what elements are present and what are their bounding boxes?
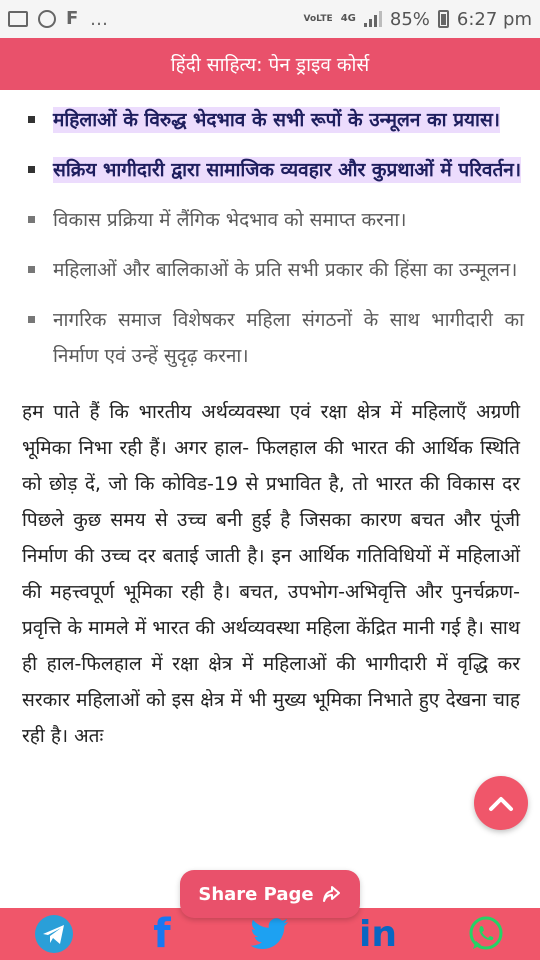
volte-indicator: VoLTE: [303, 13, 333, 24]
facebook-share-button[interactable]: [137, 912, 187, 956]
whatsapp-notification-icon: [38, 10, 56, 28]
list-item-text: विकास प्रक्रिया में लैंगिक भेदभाव को समाप्त करना।: [53, 209, 407, 231]
network-type: 4G: [340, 13, 356, 24]
status-bar: [0, 0, 540, 38]
flipboard-notification-icon: F: [66, 8, 79, 29]
bullet-icon: [28, 216, 35, 223]
system-status: [304, 9, 533, 30]
battery-percent: 85%: [389, 8, 430, 30]
list-item-text: महिलाओं और बालिकाओं के प्रति सभी प्रकार की हिंसा का उन्मूलन।: [53, 259, 518, 281]
bullet-icon: [28, 116, 35, 123]
list-item-text: नागरिक समाज विशेषकर महिला संगठनों के साथ भागीदारी का निर्माण एवं उन्हें सुदृढ़ करना।: [53, 309, 524, 367]
chevron-up-icon: [488, 794, 514, 812]
telegram-icon: [34, 914, 74, 954]
bullet-icon: [28, 266, 35, 273]
share-icon: [322, 884, 342, 904]
page-title: हिंदी साहित्य: पेन ड्राइव कोर्स: [170, 54, 370, 76]
linkedin-share-button[interactable]: [353, 912, 403, 956]
signal-icon: [364, 11, 382, 27]
objectives-list: [0, 90, 540, 374]
twitter-share-button[interactable]: [245, 912, 295, 956]
bullet-icon: [28, 166, 35, 173]
battery-icon: [438, 10, 449, 28]
article-paragraph: हम पाते हैं कि भारतीय अर्थव्यवस्था एवं रक्षा क्षेत्र में महिलाएँ अग्रणी भूमिका निभा रही हैं। अगर हाल- फिलहाल की भारत की आर्थिक स्थिति को छोड़ दें, जो कि कोविड-19 से प्रभावित है, तो भारत की विकास दर पिछले कुछ समय से उच्च बनी हुई है जिसका कारण बचत और पूंजी निर्माण की उच्च दर बताई जाती है। इन आर्थिक गतिविधियों में महिलाओं की महत्त्वपूर्ण भूमिका रही है। बचत, उपभोग-अभिवृत्ति और पुनर्चक्रण-प्रवृत्ति के मामले में भारत की अर्थव्यवस्था महिला केंद्रित मानी गई है। साथ ही हाल-फिलहाल में रक्षा क्षेत्र में महिलाओं की भागीदारी में वृद्धि कर सरकार महिलाओं को इस क्षेत्र में भी मुख्य भूमिका निभाते हुए देखना चाह रही है। अतः: [22, 401, 520, 747]
share-page-button[interactable]: [180, 870, 360, 918]
app-header: [0, 38, 540, 90]
scroll-to-top-button[interactable]: [474, 776, 528, 830]
list-item-text: महिलाओं के विरुद्ध भेदभाव के सभी रूपों के उन्मूलन का प्रयास।: [53, 109, 500, 131]
whatsapp-share-button[interactable]: [461, 912, 511, 956]
list-item: [26, 252, 524, 288]
image-notification-icon: [8, 11, 28, 27]
facebook-icon: f: [153, 911, 171, 957]
linkedin-icon: in: [359, 913, 397, 955]
telegram-share-button[interactable]: [29, 912, 79, 956]
article-content[interactable]: [0, 90, 540, 908]
list-item: [26, 152, 524, 188]
list-item: [26, 202, 524, 238]
list-item-text: सक्रिय भागीदारी द्वारा सामाजिक व्यवहार और कुप्रथाओं में परिवर्तन।: [53, 159, 522, 181]
notification-icons: [8, 9, 109, 30]
more-notifications-icon: …: [90, 8, 109, 30]
list-item: [26, 102, 524, 138]
list-item: [26, 302, 524, 374]
twitter-icon: [250, 917, 290, 951]
clock: 6:27 pm: [456, 8, 532, 30]
whatsapp-icon: [467, 915, 505, 953]
share-page-label: Share Page: [198, 883, 314, 905]
bullet-icon: [28, 316, 35, 323]
